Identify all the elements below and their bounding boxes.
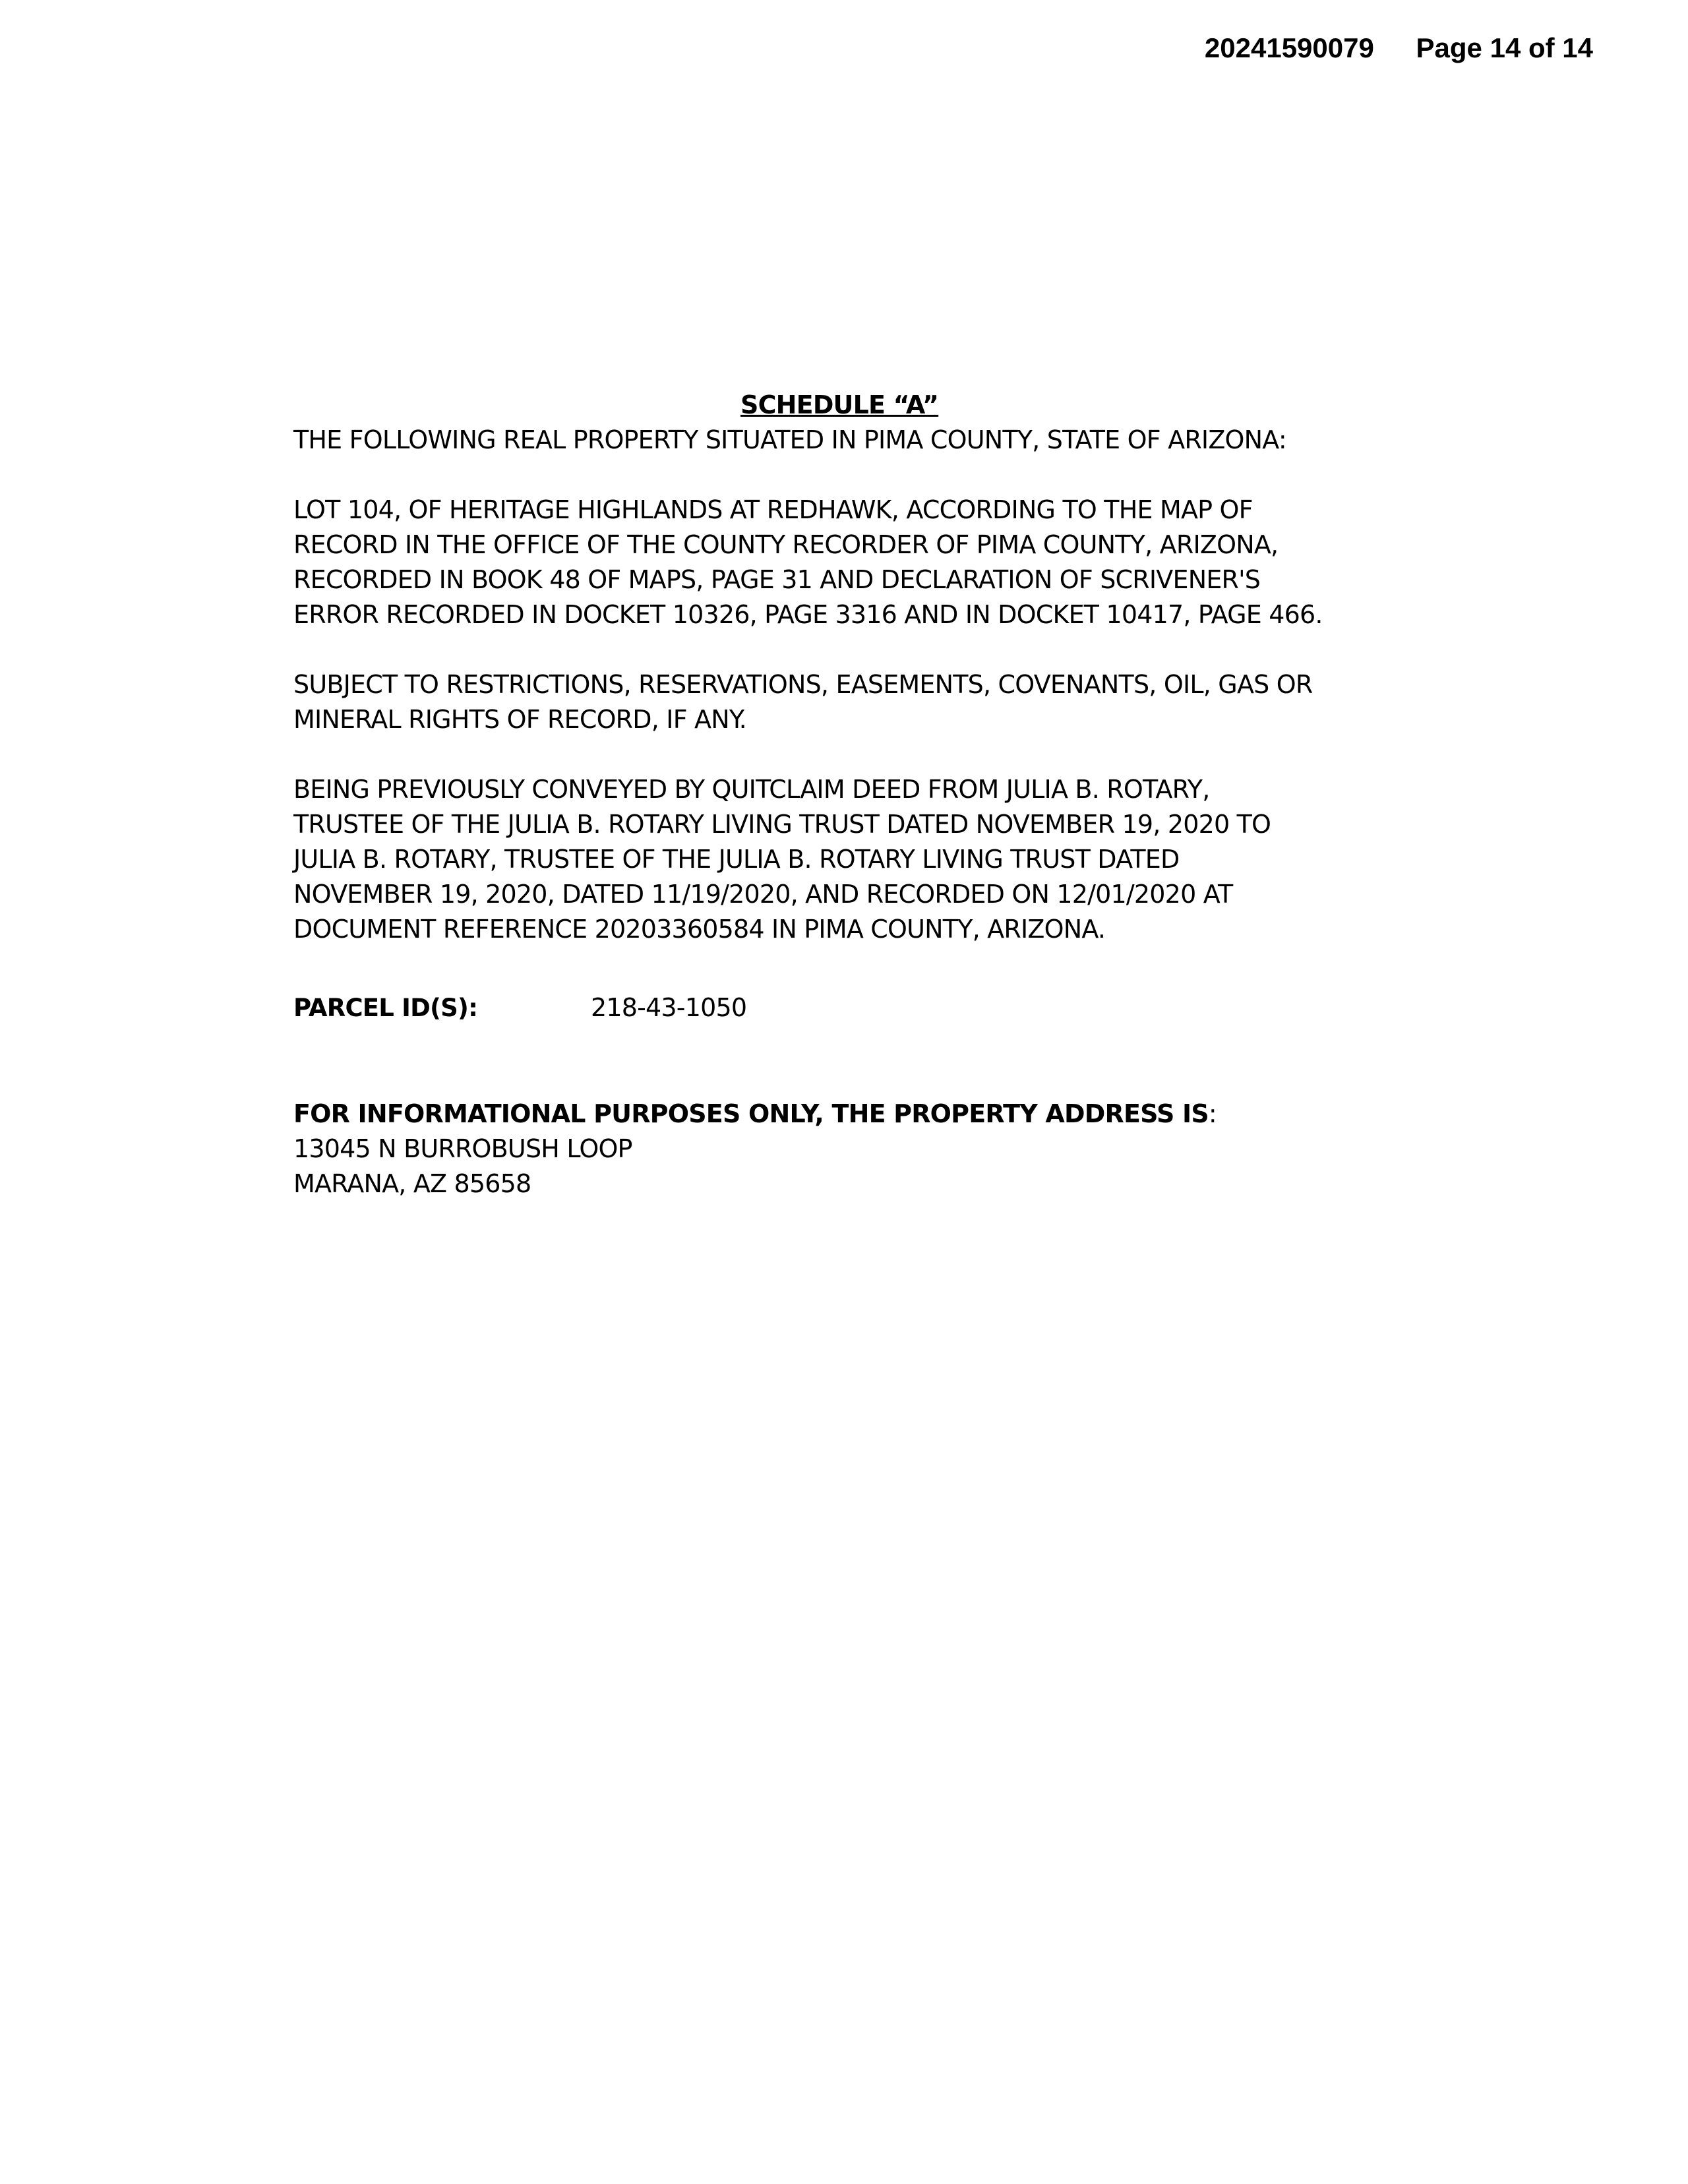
intro-paragraph: [293, 423, 1414, 458]
schedule-title: SCHEDULE “A”: [740, 390, 939, 419]
parcel-row: [293, 990, 1414, 1025]
legal-description: [293, 493, 1414, 632]
spacer: [293, 632, 1414, 667]
legal-description-line: RECORDED IN BOOK 48 OF MAPS, PAGE 31 AND DECLARATION OF SCRIVENER'S: [293, 565, 1261, 594]
conveyance-paragraph: [293, 772, 1414, 947]
intro-line: THE FOLLOWING REAL PROPERTY SITUATED IN PIMA COUNTY, STATE OF ARIZONA:: [293, 425, 1286, 454]
page-number: Page 14 of 14: [1416, 32, 1593, 63]
address-street: 13045 N BURROBUSH LOOP: [293, 1134, 632, 1163]
conveyance-line: TRUSTEE OF THE JULIA B. ROTARY LIVING TRUST DATED NOVEMBER 19, 2020 TO: [293, 810, 1271, 839]
conveyance-line: JULIA B. ROTARY, TRUSTEE OF THE JULIA B. ROTARY LIVING TRUST DATED: [293, 845, 1180, 874]
parcel-id: 218-43-1050: [591, 993, 747, 1022]
parcel-label: PARCEL ID(S):: [293, 994, 478, 1022]
address-label: FOR INFORMATIONAL PURPOSES ONLY, THE PROPERTY ADDRESS IS: [293, 1099, 1209, 1128]
legal-description-line: ERROR RECORDED IN DOCKET 10326, PAGE 3316 AND IN DOCKET 10417, PAGE 466.: [293, 600, 1323, 629]
legal-description-line: LOT 104, OF HERITAGE HIGHLANDS AT REDHAWK, ACCORDING TO THE MAP OF: [293, 495, 1253, 524]
conveyance-line: DOCUMENT REFERENCE 20203360584 IN PIMA COUNTY, ARIZONA.: [293, 915, 1106, 944]
address-label-colon: :: [1208, 1099, 1217, 1128]
document-number: 20241590079: [1204, 32, 1374, 63]
page-header: [1205, 32, 1593, 65]
subject-to-paragraph: [293, 667, 1414, 737]
legal-description-line: RECORD IN THE OFFICE OF THE COUNTY RECORDER OF PIMA COUNTY, ARIZONA,: [293, 530, 1279, 559]
spacer: [293, 458, 1414, 493]
spacer: [293, 737, 1414, 772]
conveyance-line: BEING PREVIOUSLY CONVEYED BY QUITCLAIM DEED FROM JULIA B. ROTARY,: [293, 775, 1210, 804]
subject-to-line: MINERAL RIGHTS OF RECORD, IF ANY.: [293, 705, 746, 734]
address-heading: [293, 1097, 1414, 1132]
subject-to-line: SUBJECT TO RESTRICTIONS, RESERVATIONS, EASEMENTS, COVENANTS, OIL, GAS OR: [293, 670, 1313, 699]
schedule-a-content: [293, 388, 1414, 1201]
conveyance-line: NOVEMBER 19, 2020, DATED 11/19/2020, AND RECORDED ON 12/01/2020 AT: [293, 880, 1233, 909]
schedule-title-wrapper: [293, 388, 1414, 423]
address-city-state-zip: MARANA, AZ 85658: [293, 1169, 531, 1198]
